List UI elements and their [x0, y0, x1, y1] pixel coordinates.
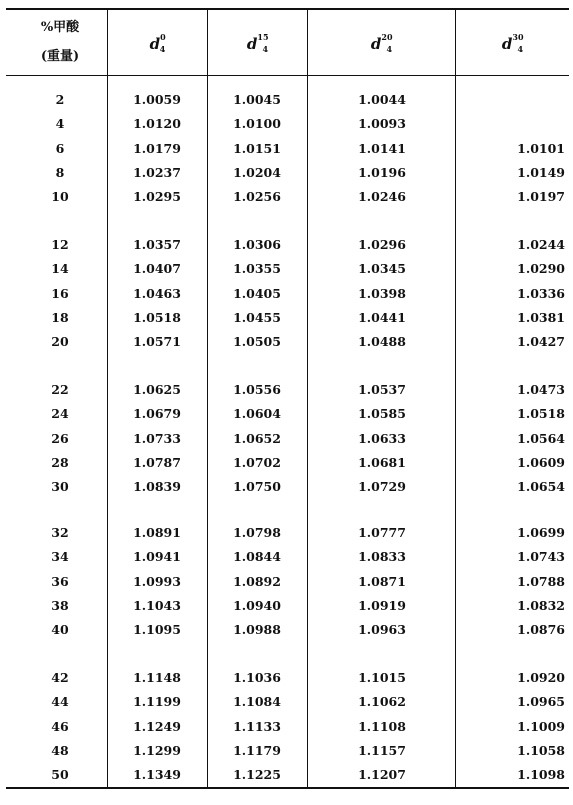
- density-cell: 1.0729: [358, 479, 406, 495]
- density-cell: 1.0441: [358, 309, 406, 325]
- density-cell: 1.1043: [133, 597, 181, 613]
- density-cell: 1.1207: [358, 767, 406, 783]
- header-weight-label: (重量): [40, 49, 80, 64]
- density-cell: 1.0679: [133, 406, 181, 422]
- density-cell: 1.0295: [133, 189, 181, 205]
- density-cell: 1.0919: [358, 597, 406, 613]
- density-cell: 1.0787: [133, 454, 181, 470]
- density-cell: 1.0336: [517, 285, 565, 301]
- density-cell: 1.1225: [233, 767, 281, 783]
- row-percent: 10: [51, 189, 69, 205]
- row-percent: 36: [51, 573, 69, 589]
- row-percent: 48: [51, 742, 69, 758]
- density-cell: 1.0750: [233, 479, 281, 495]
- density-cell: 1.1133: [233, 718, 281, 734]
- row-percent: 16: [51, 285, 69, 301]
- density-cell: 1.0059: [133, 92, 181, 107]
- density-cell: 1.0100: [233, 116, 281, 132]
- density-cell: 1.1009: [517, 718, 565, 734]
- density-cell: 1.0141: [358, 140, 406, 156]
- header-rule: [6, 75, 569, 76]
- density-cell: 1.0609: [517, 454, 565, 470]
- top-rule: [6, 8, 569, 10]
- density-cell: 1.0045: [233, 92, 281, 107]
- density-cell: 1.0832: [517, 597, 565, 613]
- density-cell: 1.0654: [517, 479, 565, 495]
- header-d30: $d^{30}_4$: [501, 32, 524, 54]
- density-cell: 1.0993: [133, 573, 181, 589]
- density-cell: 1.0798: [233, 525, 281, 540]
- density-cell: 1.0777: [358, 525, 406, 540]
- row-percent: 30: [51, 479, 69, 495]
- density-cell: 1.0151: [233, 140, 281, 156]
- density-cell: 1.0237: [133, 164, 181, 180]
- row-percent: 50: [51, 767, 69, 783]
- row-percent: 6: [55, 140, 65, 156]
- density-cell: 1.1036: [233, 670, 281, 685]
- density-cell: 1.0149: [517, 164, 565, 180]
- row-percent: 22: [51, 382, 69, 397]
- row-percent: 4: [55, 116, 65, 132]
- density-cell: 1.0473: [517, 382, 565, 397]
- density-cell: 1.1299: [133, 742, 181, 758]
- density-cell: 1.0963: [358, 622, 406, 638]
- density-cell: 1.0681: [358, 454, 406, 470]
- density-cell: 1.0556: [233, 382, 281, 397]
- density-cell: 1.0357: [133, 237, 181, 252]
- density-cell: 1.0876: [517, 622, 565, 638]
- density-cell: 1.0604: [233, 406, 281, 422]
- density-cell: 1.0537: [358, 382, 406, 397]
- row-percent: 14: [51, 261, 69, 277]
- density-cell: 1.0345: [358, 261, 406, 277]
- density-cell: 1.0625: [133, 382, 181, 397]
- density-cell: 1.0290: [517, 261, 565, 277]
- density-cell: 1.1058: [517, 742, 565, 758]
- density-cell: 1.0405: [233, 285, 281, 301]
- density-cell: 1.0571: [133, 334, 181, 350]
- row-percent: 24: [51, 406, 69, 422]
- density-cell: 1.0455: [233, 309, 281, 325]
- density-cell: 1.0044: [358, 92, 406, 107]
- density-cell: 1.0743: [517, 549, 565, 565]
- row-percent: 44: [51, 694, 69, 710]
- density-cell: 1.0179: [133, 140, 181, 156]
- density-cell: 1.1157: [358, 742, 406, 758]
- density-cell: 1.0564: [517, 430, 565, 446]
- density-cell: 1.0892: [233, 573, 281, 589]
- density-cell: 1.0988: [233, 622, 281, 638]
- density-cell: 1.0196: [358, 164, 406, 180]
- density-cell: 1.0585: [358, 406, 406, 422]
- density-cell: 1.1199: [133, 694, 181, 710]
- density-cell: 1.0920: [517, 670, 565, 685]
- row-percent: 32: [51, 525, 69, 540]
- header-d20: $d^{20}_4$: [370, 32, 393, 54]
- row-percent: 8: [55, 164, 65, 180]
- header-percent-label: %甲酸: [40, 20, 80, 35]
- density-cell: 1.1095: [133, 622, 181, 638]
- density-cell: 1.0844: [233, 549, 281, 565]
- density-cell: 1.0633: [358, 430, 406, 446]
- density-cell: 1.1249: [133, 718, 181, 734]
- density-cell: 1.1108: [358, 718, 406, 734]
- density-cell: 1.0463: [133, 285, 181, 301]
- row-percent: 12: [51, 237, 69, 252]
- density-cell: 1.0871: [358, 573, 406, 589]
- density-cell: 1.0891: [133, 525, 181, 540]
- density-cell: 1.0244: [517, 237, 565, 252]
- header-d15: $d^{15}_4$: [246, 32, 269, 54]
- density-cell: 1.0407: [133, 261, 181, 277]
- density-cell: 1.1084: [233, 694, 281, 710]
- density-cell: 1.0120: [133, 116, 181, 132]
- density-cell: 1.0427: [517, 334, 565, 350]
- bottom-rule: [6, 787, 569, 789]
- density-cell: 1.0733: [133, 430, 181, 446]
- density-cell: 1.0940: [233, 597, 281, 613]
- density-cell: 1.1015: [358, 670, 406, 685]
- header-percent: [20, 16, 100, 64]
- row-percent: 46: [51, 718, 69, 734]
- row-percent: 40: [51, 622, 69, 638]
- density-cell: 1.0518: [517, 406, 565, 422]
- row-percent: 38: [51, 597, 69, 613]
- density-cell: 1.0381: [517, 309, 565, 325]
- row-percent: 26: [51, 430, 69, 446]
- density-cell: 1.0398: [358, 285, 406, 301]
- density-cell: 1.1098: [517, 767, 565, 783]
- density-cell: 1.0941: [133, 549, 181, 565]
- density-cell: 1.0355: [233, 261, 281, 277]
- density-cell: 1.0256: [233, 189, 281, 205]
- density-cell: 1.0197: [517, 189, 565, 205]
- row-percent: 20: [51, 334, 69, 350]
- row-percent: 2: [55, 92, 65, 107]
- row-percent: 42: [51, 670, 69, 685]
- header-d0: $d^0_4$: [149, 32, 166, 54]
- density-cell: 1.0965: [517, 694, 565, 710]
- row-percent: 28: [51, 454, 69, 470]
- density-cell: 1.0518: [133, 309, 181, 325]
- density-cell: 1.1179: [233, 742, 281, 758]
- density-cell: 1.0833: [358, 549, 406, 565]
- row-percent: 18: [51, 309, 69, 325]
- density-cell: 1.0505: [233, 334, 281, 350]
- density-cell: 1.0839: [133, 479, 181, 495]
- density-cell: 1.0652: [233, 430, 281, 446]
- density-cell: 1.0093: [358, 116, 406, 132]
- density-cell: 1.0699: [517, 525, 565, 540]
- density-cell: 1.1062: [358, 694, 406, 710]
- density-cell: 1.0246: [358, 189, 406, 205]
- density-cell: 1.0488: [358, 334, 406, 350]
- density-cell: 1.0788: [517, 573, 565, 589]
- density-cell: 1.0296: [358, 237, 406, 252]
- density-cell: 1.0702: [233, 454, 281, 470]
- density-cell: 1.0204: [233, 164, 281, 180]
- row-percent: 34: [51, 549, 69, 565]
- density-cell: 1.1148: [133, 670, 181, 685]
- density-cell: 1.1349: [133, 767, 181, 783]
- density-cell: 1.0101: [517, 140, 565, 156]
- density-cell: 1.0306: [233, 237, 281, 252]
